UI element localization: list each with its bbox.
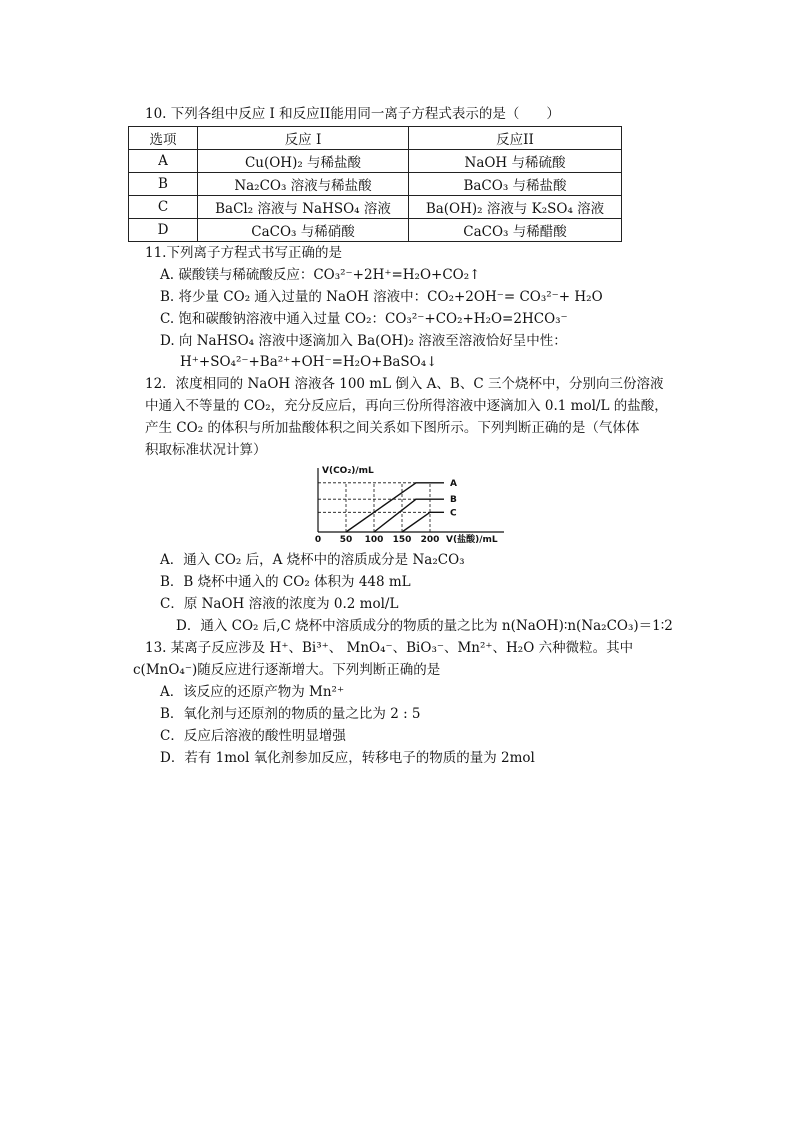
chart-ticks [315, 535, 440, 545]
table-row [129, 196, 622, 219]
table-row [129, 150, 622, 173]
x-tick-label: 150 [392, 535, 412, 545]
table-header-row [129, 127, 622, 150]
q12-stem-line-3: 产生 CO₂ 的体积与所加盐酸体积之间关系如下图所示。下列判断正确的是（气体体 [145, 420, 640, 436]
row-option: A [129, 150, 198, 173]
row-reaction-2: NaOH 与稀硫酸 [409, 150, 622, 173]
q12-stem-line-2: 中通入不等量的 CO₂，充分反应后，再向三份所得溶液中逐滴加入 0.1 mol/L 的盐酸， [145, 398, 668, 414]
series-line-a [346, 483, 444, 532]
q12-stem-line-4: 积取标准状况计算） [145, 442, 267, 458]
q12-chart [308, 462, 518, 546]
table-row [129, 173, 622, 196]
q11-stem: 11.下列离子方程式书写正确的是 [145, 245, 342, 261]
header-reaction-2: 反应II [409, 127, 622, 150]
x-tick-label: 0 [314, 535, 322, 545]
q12-option-a: A．通入 CO₂ 后，A 烧杯中的溶质成分是 Na₂CO₃ [160, 552, 465, 568]
q11-option-d-equation: H⁺+SO₄²⁻+Ba²⁺+OH⁻=H₂O+BaSO₄↓ [180, 354, 438, 370]
q11-option-d: D. 向 NaHSO₄ 溶液中逐滴加入 Ba(OH)₂ 溶液至溶液恰好呈中性： [160, 333, 567, 349]
header-option: 选项 [129, 127, 198, 150]
row-option: B [129, 173, 198, 196]
series-label-a: A [450, 478, 457, 489]
q10-table [128, 126, 622, 242]
q13-option-d: D．若有 1mol 氧化剂参加反应，转移电子的物质的量为 2mol [160, 750, 535, 766]
series-label-c: C [450, 508, 457, 519]
q12-stem-line-1: 12．浓度相同的 NaOH 溶液各 100 mL 倒入 A、B、C 三个烧杯中，分别向三份溶液 [145, 376, 664, 392]
row-option: C [129, 196, 198, 219]
q11-option-c: C. 饱和碳酸钠溶液中通入过量 CO₂：CO₃²⁻+CO₂+H₂O=2HCO₃⁻ [160, 311, 568, 327]
row-reaction-2: CaCO₃ 与稀醋酸 [409, 219, 622, 242]
series-line-c [402, 512, 444, 532]
q13-stem-line-1: 13. 某离子反应涉及 H⁺、Bi³⁺、 MnO₄⁻、BiO₃⁻、Mn²⁺、H₂O 六种微粒。其中 [145, 640, 634, 656]
row-reaction-2: Ba(OH)₂ 溶液与 K₂SO₄ 溶液 [409, 196, 622, 219]
y-axis-label: V(CO₂)/mL [322, 466, 374, 476]
q12-option-d: D．通入 CO₂ 后,C 烧杯中溶质成分的物质的量之比为 n(NaOH)∶n(Na₂CO₃)＝1∶2 [176, 618, 673, 634]
chart-series [346, 479, 457, 532]
row-reaction-1: CaCO₃ 与稀硝酸 [198, 219, 409, 242]
x-tick-label: 50 [339, 535, 353, 545]
q11-option-b: B. 将少量 CO₂ 通入过量的 NaOH 溶液中：CO₂+2OH⁻= CO₃²⁻+ H₂O [160, 289, 603, 305]
q13-option-a: A．该反应的还原产物为 Mn²⁺ [160, 684, 345, 700]
x-axis-label: V(盐酸)/mL [446, 535, 498, 545]
row-reaction-1: Cu(OH)₂ 与稀盐酸 [198, 150, 409, 173]
x-tick-label: 100 [364, 535, 384, 545]
row-reaction-1: BaCl₂ 溶液与 NaHSO₄ 溶液 [198, 196, 409, 219]
series-label-b: B [450, 495, 457, 506]
q13-option-b: B．氧化剂与还原剂的物质的量之比为 2 : 5 [160, 706, 421, 722]
table-row [129, 219, 622, 242]
q12-option-c: C．原 NaOH 溶液的浓度为 0.2 mol/L [160, 596, 399, 612]
q12-option-b: B．B 烧杯中通入的 CO₂ 体积为 448 mL [160, 574, 411, 590]
row-option: D [129, 219, 198, 242]
q13-option-c: C．反应后溶液的酸性明显增强 [160, 728, 346, 744]
q11-option-a: A. 碳酸镁与稀硫酸反应：CO₃²⁻+2H⁺=H₂O+CO₂↑ [160, 267, 481, 283]
q13-stem-line-2: c(MnO₄⁻)随反应进行逐渐增大。下列判断正确的是 [133, 662, 441, 678]
q10-stem: 10. 下列各组中反应 I 和反应II能用同一离子方程式表示的是（ ） [145, 106, 560, 122]
header-reaction-1: 反应 I [198, 127, 409, 150]
row-reaction-2: BaCO₃ 与稀盐酸 [409, 173, 622, 196]
x-tick-label: 200 [420, 535, 440, 545]
row-reaction-1: Na₂CO₃ 溶液与稀盐酸 [198, 173, 409, 196]
